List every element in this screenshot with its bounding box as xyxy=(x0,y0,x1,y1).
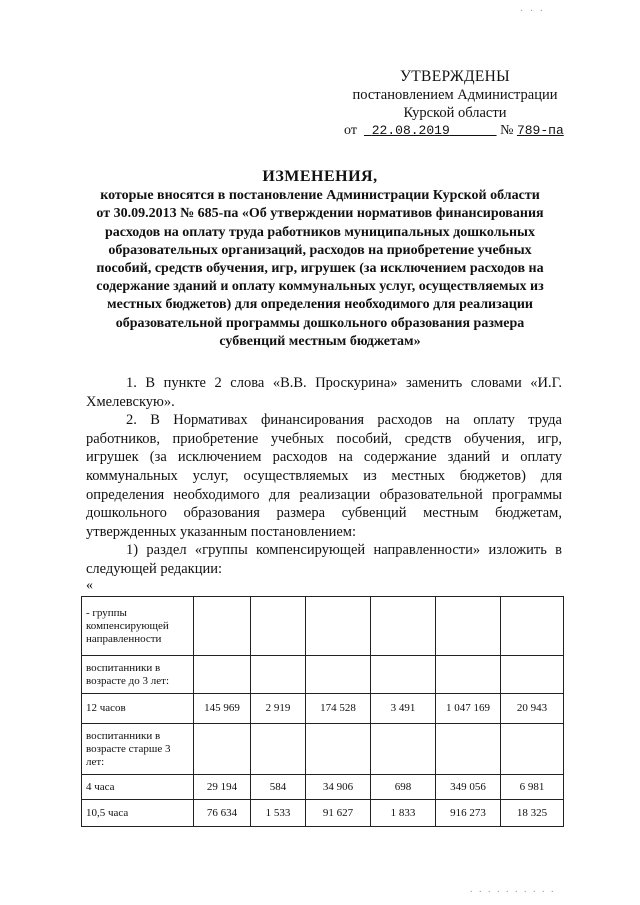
cell xyxy=(436,656,501,694)
cell: 174 528 xyxy=(306,694,371,724)
cell: 698 xyxy=(371,775,436,800)
heading-line: субвенций местным бюджетам» xyxy=(219,333,421,349)
approval-date xyxy=(364,123,497,138)
row-label: воспитанники в возрасте до 3 лет: xyxy=(82,656,194,694)
cell xyxy=(194,724,251,775)
quote-open-mark: « xyxy=(86,578,93,593)
cell xyxy=(436,724,501,775)
row-label: 10,5 часа xyxy=(82,800,194,827)
cell: 3 491 xyxy=(371,694,436,724)
cell: 6 981 xyxy=(501,775,564,800)
heading-line: которые вносятся в постановление Администрации Курской области xyxy=(100,188,540,204)
cell: 349 056 xyxy=(436,775,501,800)
cell xyxy=(436,597,501,656)
cell xyxy=(501,724,564,775)
cell: 76 634 xyxy=(194,800,251,827)
table-row xyxy=(82,724,564,775)
date-prefix: от xyxy=(344,123,357,138)
heading-title: ИЗМЕНЕНИЯ, xyxy=(262,168,378,185)
number-prefix: № xyxy=(500,123,514,138)
heading-line: содержание зданий и оплату коммунальных услуг, осуществляемых из xyxy=(96,279,544,295)
table-row xyxy=(82,694,564,724)
cell xyxy=(251,597,306,656)
paragraph-1: 1. В пункте 2 слова «В.В. Проскурина» заменить словами «И.Г. Хмелевскую». xyxy=(86,375,562,410)
cell xyxy=(194,597,251,656)
heading-line: образовательных организаций, расходов на приобретение учебных xyxy=(108,242,532,258)
cell: 91 627 xyxy=(306,800,371,827)
norms-table xyxy=(81,596,564,827)
paragraph-3: 1) раздел «группы компенсирующей направленности» изложить в следующей редакции: xyxy=(86,542,562,577)
cell xyxy=(371,597,436,656)
cell xyxy=(251,656,306,694)
approval-number: 789-па xyxy=(516,123,564,138)
cell: 18 325 xyxy=(501,800,564,827)
cell xyxy=(371,724,436,775)
cell xyxy=(306,597,371,656)
approval-date-value: 22.08.2019 xyxy=(371,123,450,138)
table-row xyxy=(82,656,564,694)
body-text xyxy=(86,374,562,579)
row-label: 4 часа xyxy=(82,775,194,800)
cell xyxy=(194,656,251,694)
heading-line: от 30.09.2013 № 685-па «Об утверждении нормативов финансирования xyxy=(96,206,544,222)
table-row xyxy=(82,800,564,827)
approval-title: УТВЕРЖДЕНЫ xyxy=(400,68,510,85)
approval-block xyxy=(340,68,570,140)
table-row xyxy=(82,775,564,800)
heading-line: расходов на оплату труда работников муниципальных дошкольных xyxy=(105,224,535,240)
cell xyxy=(501,656,564,694)
cell: 916 273 xyxy=(436,800,501,827)
cell: 1 833 xyxy=(371,800,436,827)
cell: 1 533 xyxy=(251,800,306,827)
cell xyxy=(251,724,306,775)
approval-line-1: постановлением Администрации xyxy=(352,87,558,103)
approval-line-2: Курской области xyxy=(403,105,507,121)
document-heading xyxy=(75,168,565,351)
row-label: 12 часов xyxy=(82,694,194,724)
scan-mark-top: · · · xyxy=(520,6,545,17)
row-label: - группы компенсирующей направленности xyxy=(82,597,194,656)
heading-line: образовательной программы дошкольного образования размера xyxy=(115,315,525,331)
cell: 584 xyxy=(251,775,306,800)
heading-line: пособий, средств обучения, игр, игрушек (за исключением расходов на xyxy=(96,261,544,277)
cell xyxy=(501,597,564,656)
cell: 2 919 xyxy=(251,694,306,724)
cell: 29 194 xyxy=(194,775,251,800)
heading-line: местных бюджетов) для определения необходимого для реализации xyxy=(107,297,533,313)
cell: 145 969 xyxy=(194,694,251,724)
cell: 20 943 xyxy=(501,694,564,724)
scan-mark-bottom: . . . . . . . . . . xyxy=(470,884,556,895)
cell xyxy=(306,656,371,694)
cell xyxy=(371,656,436,694)
row-label: воспитанники в возрасте старше 3 лет: xyxy=(82,724,194,775)
approval-date-line xyxy=(340,122,570,140)
cell xyxy=(306,724,371,775)
table-row xyxy=(82,597,564,656)
cell: 1 047 169 xyxy=(436,694,501,724)
paragraph-2: 2. В Нормативах финансирования расходов на оплату труда работников, приобретение учебных пособий, средств обучения, игр, игрушек (за исключением расходов на содержание зданий и оплату коммунальных услуг, осуществляемых из местных бюджетов) для определения необходимого для реализации образовательной программы дошкольного образования размера субвенций местным бюджетам, утвержденных указанным постановлением: xyxy=(86,412,562,540)
cell: 34 906 xyxy=(306,775,371,800)
